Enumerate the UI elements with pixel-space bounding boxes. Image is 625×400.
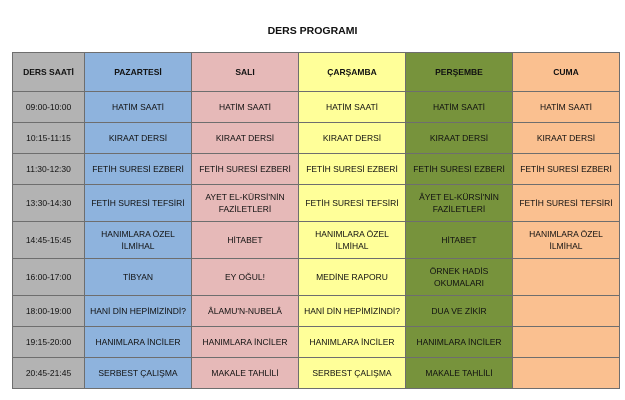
table-cell: HANIMLARA ÖZEL İLMİHAL — [299, 222, 406, 259]
table-row — [13, 327, 620, 358]
table-cell: FETİH SURESİ TEFSİRİ — [513, 185, 620, 222]
table-row — [13, 259, 620, 296]
column-header-monday: PAZARTESİ — [85, 53, 192, 92]
table-cell: HATİM SAATİ — [299, 92, 406, 123]
table-cell: DUA VE ZİKİR — [406, 296, 513, 327]
table-cell: KIRAAT DERSİ — [192, 123, 299, 154]
table-row — [13, 92, 620, 123]
table-cell: EY OĞUL! — [192, 259, 299, 296]
column-header-thursday: PERŞEMBE — [406, 53, 513, 92]
table-cell: SERBEST ÇALIŞMA — [85, 358, 192, 389]
table-cell: KIRAAT DERSİ — [85, 123, 192, 154]
table-cell: AYET EL-KÜRSİ'NİN FAZİLETLERİ — [192, 185, 299, 222]
table-cell: FETİH SURESİ TEFSİRİ — [299, 185, 406, 222]
time-cell: 14:45-15:45 — [13, 222, 85, 259]
table-cell: HATİM SAATİ — [406, 92, 513, 123]
header-row — [13, 53, 620, 92]
table-cell: KIRAAT DERSİ — [513, 123, 620, 154]
column-header-tuesday: SALI — [192, 53, 299, 92]
table-cell: ÖRNEK HADİS OKUMALARI — [406, 259, 513, 296]
table-cell: HANIMLARA İNCİLER — [406, 327, 513, 358]
table-cell: FETİH SURESİ EZBERİ — [192, 154, 299, 185]
table-cell: HATİM SAATİ — [192, 92, 299, 123]
table-cell: HANİ DİN HEPİMİZİNDİ? — [85, 296, 192, 327]
time-cell: 16:00-17:00 — [13, 259, 85, 296]
time-cell: 10:15-11:15 — [13, 123, 85, 154]
table-cell: FETİH SURESİ TEFSİRİ — [85, 185, 192, 222]
table-cell: HANIMLARA ÖZEL İLMİHAL — [85, 222, 192, 259]
table-cell: KIRAAT DERSİ — [299, 123, 406, 154]
time-cell: 13:30-14:30 — [13, 185, 85, 222]
table-row — [13, 123, 620, 154]
time-cell: 20:45-21:45 — [13, 358, 85, 389]
table-cell: ÂLAMU'N-NUBELÂ — [192, 296, 299, 327]
time-cell: 18:00-19:00 — [13, 296, 85, 327]
table-cell: MEDİNE RAPORU — [299, 259, 406, 296]
table-cell — [513, 327, 620, 358]
table-row — [13, 185, 620, 222]
table-cell: HATİM SAATİ — [85, 92, 192, 123]
table-cell: MAKALE TAHLİLİ — [192, 358, 299, 389]
time-cell: 09:00-10:00 — [13, 92, 85, 123]
table-cell: SERBEST ÇALIŞMA — [299, 358, 406, 389]
schedule-table — [12, 52, 620, 389]
table-cell — [513, 296, 620, 327]
table-cell: TİBYAN — [85, 259, 192, 296]
column-header-time: DERS SAATİ — [13, 53, 85, 92]
column-header-wednesday: ÇARŞAMBA — [299, 53, 406, 92]
table-cell: HİTABET — [192, 222, 299, 259]
table-cell: HANIMLARA İNCİLER — [299, 327, 406, 358]
table-cell: HANİ DİN HEPİMİZİNDİ? — [299, 296, 406, 327]
table-cell: FETİH SURESİ EZBERİ — [85, 154, 192, 185]
table-cell — [513, 259, 620, 296]
time-cell: 11:30-12:30 — [13, 154, 85, 185]
table-cell: FETİH SURESİ EZBERİ — [513, 154, 620, 185]
table-row — [13, 296, 620, 327]
table-cell: HİTABET — [406, 222, 513, 259]
table-cell: FETİH SURESİ EZBERİ — [299, 154, 406, 185]
table-cell: MAKALE TAHLİLİ — [406, 358, 513, 389]
table-row — [13, 222, 620, 259]
table-cell: HANIMLARA ÖZEL İLMİHAL — [513, 222, 620, 259]
time-cell: 19:15-20:00 — [13, 327, 85, 358]
table-cell: HANIMLARA İNCİLER — [85, 327, 192, 358]
table-row — [13, 154, 620, 185]
table-cell: ÂYET EL-KÜRSİ'NİN FAZİLETLERİ — [406, 185, 513, 222]
column-header-friday: CUMA — [513, 53, 620, 92]
table-cell: HATİM SAATİ — [513, 92, 620, 123]
table-cell: FETİH SURESİ EZBERİ — [406, 154, 513, 185]
table-row — [13, 358, 620, 389]
table-cell — [513, 358, 620, 389]
table-cell: KIRAAT DERSİ — [406, 123, 513, 154]
page-title: DERS PROGRAMI — [267, 25, 358, 37]
table-cell: HANIMLARA İNCİLER — [192, 327, 299, 358]
